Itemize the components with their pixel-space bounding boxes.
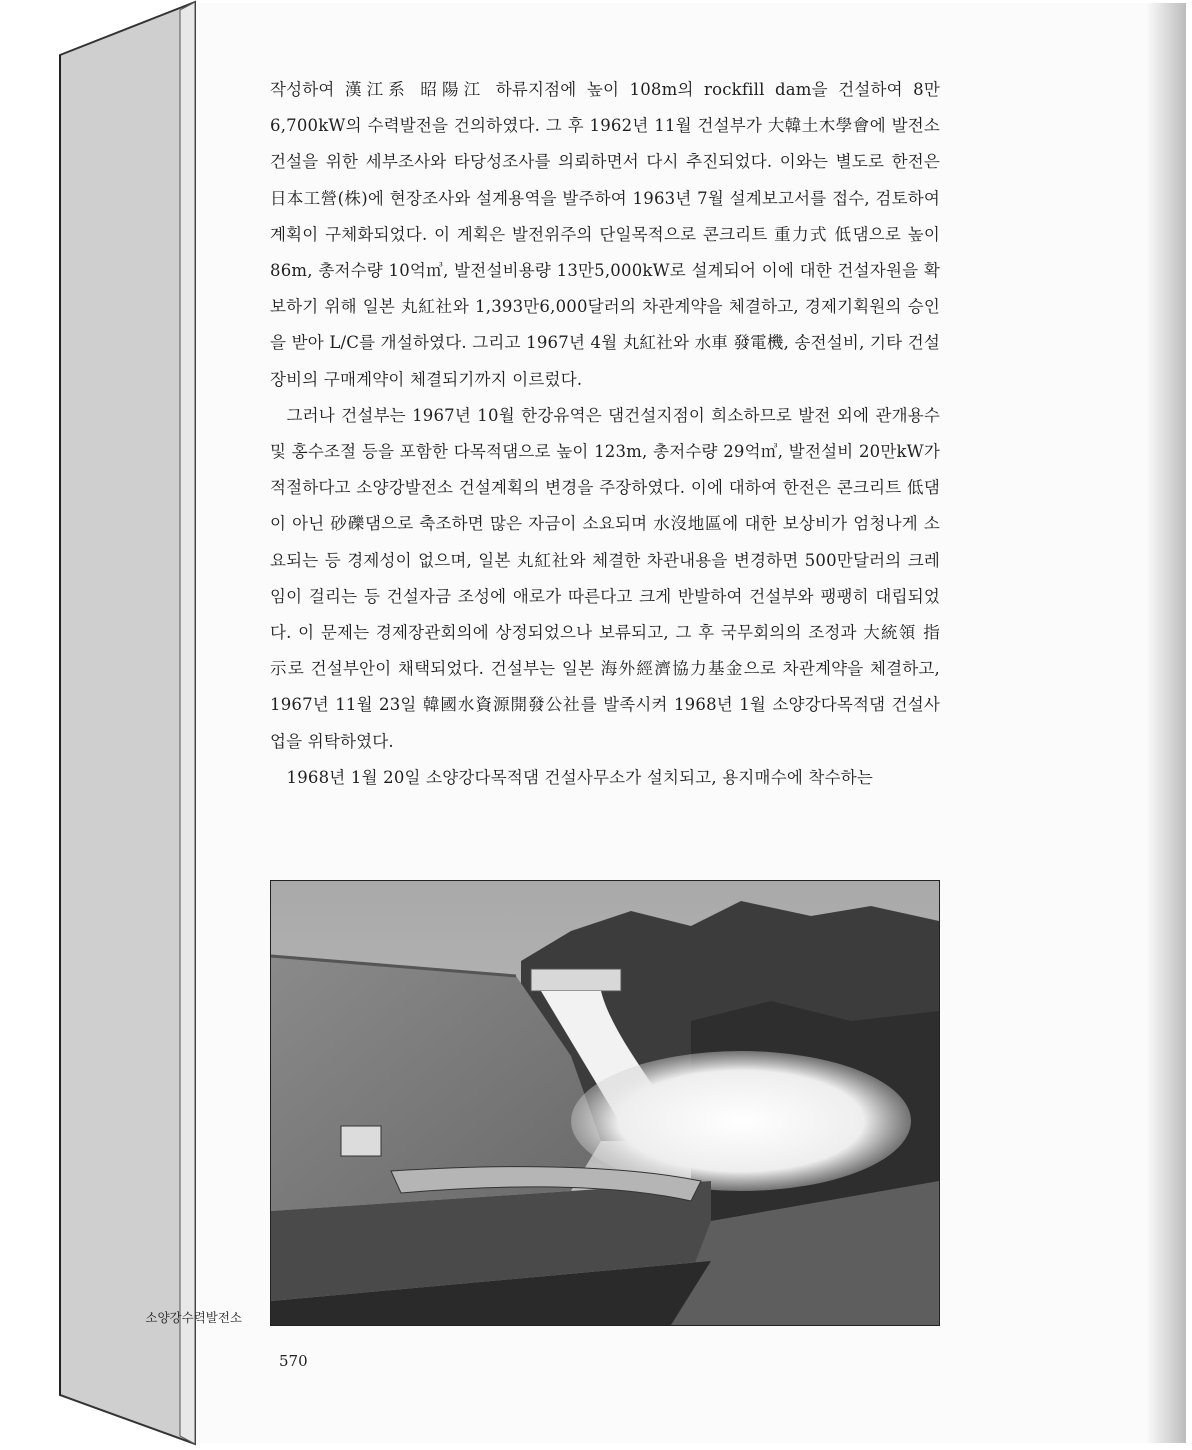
- paragraph-3: 1968년 1월 20일 소양강다목적댐 건설사무소가 설치되고, 용지매수에 착수하는: [286, 767, 873, 787]
- page-gutter-shadow: [1146, 3, 1186, 1443]
- dam-illustration: [271, 881, 939, 1325]
- body-text: [270, 72, 940, 796]
- spillway-gates: [531, 969, 621, 991]
- photo-caption: 소양강수력발전소: [145, 1310, 242, 1325]
- paragraph-2: 그러나 건설부는 1967년 10월 한강유역은 댐건설지점이 희소하므로 발전 외에 관개용수 및 홍수조절 등을 포함한 다목적댐으로 높이 123m, 총저수량 29억㎥, 발전설비 20만kW가 적절하다고 소양강발전소 건설계획의 변경을 주장하였다. 이에 대하여 한전은 콘크리트 低댐이 아닌 砂礫댐으로 축조하면 많은 자금이 소요되며 水沒地區에 대한 보상비가 엄청나게 소요되는 등 경제성이 없으며, 일본 丸紅社와 체결한 차관내용을 변경하면 500만달러의 크레임이 걸리는 등 건설자금 조성에 애로가 따른다고 크게 반발하여 건설부와 팽팽히 대립되었다. 이 문제는 경제장관회의에 상정되었으나 보류되고, 그 후 국무회의의 조정과 大統領 指示로 건설부안이 채택되었다. 건설부는 일본 海外經濟協力基金으로 차관계약을 체결하고, 1967년 11월 23일 韓國水資源開發公社를 발족시켜 1968년 1월 소양강다목적댐 건설사업을 위탁하였다.: [270, 405, 940, 751]
- paragraph-1: 작성하여 漢江系 昭陽江 하류지점에 높이 108m의 rockfill dam을 건설하여 8만 6,700kW의 수력발전을 건의하였다. 그 후 1962년 11월 건설부가 大韓土木學會에 발전소건설을 위한 세부조사와 타당성조사를 의뢰하면서 다시 추진되었다. 이와는 별도로 한전은 日本工營(株)에 현장조사와 설계용역을 발주하여 1963년 7월 설계보고서를 접수, 검토하여 계획이 구체화되었다. 이 계획은 발전위주의 단일목적으로 콘크리트 重力式 低댐으로 높이 86m, 총저수량 10억㎥, 발전설비용량 13만5,000kW로 설계되어 이에 대한 건설자원을 확보하기 위해 일본 丸紅社와 1,393만6,000달러의 차관계약을 체결하고, 경제기획원의 승인을 받아 L/C를 개설하였다. 그리고 1967년 4월 丸紅社와 水車 發電機, 송전설비, 기타 건설장비의 구매계약이 체결되기까지 이르렀다.: [270, 80, 940, 389]
- powerhouse: [341, 1126, 381, 1156]
- dam-photo: [270, 880, 940, 1326]
- book-side-edge: [0, 0, 200, 1446]
- book-side-shape: [0, 0, 200, 1446]
- page-number: 570: [279, 1352, 308, 1370]
